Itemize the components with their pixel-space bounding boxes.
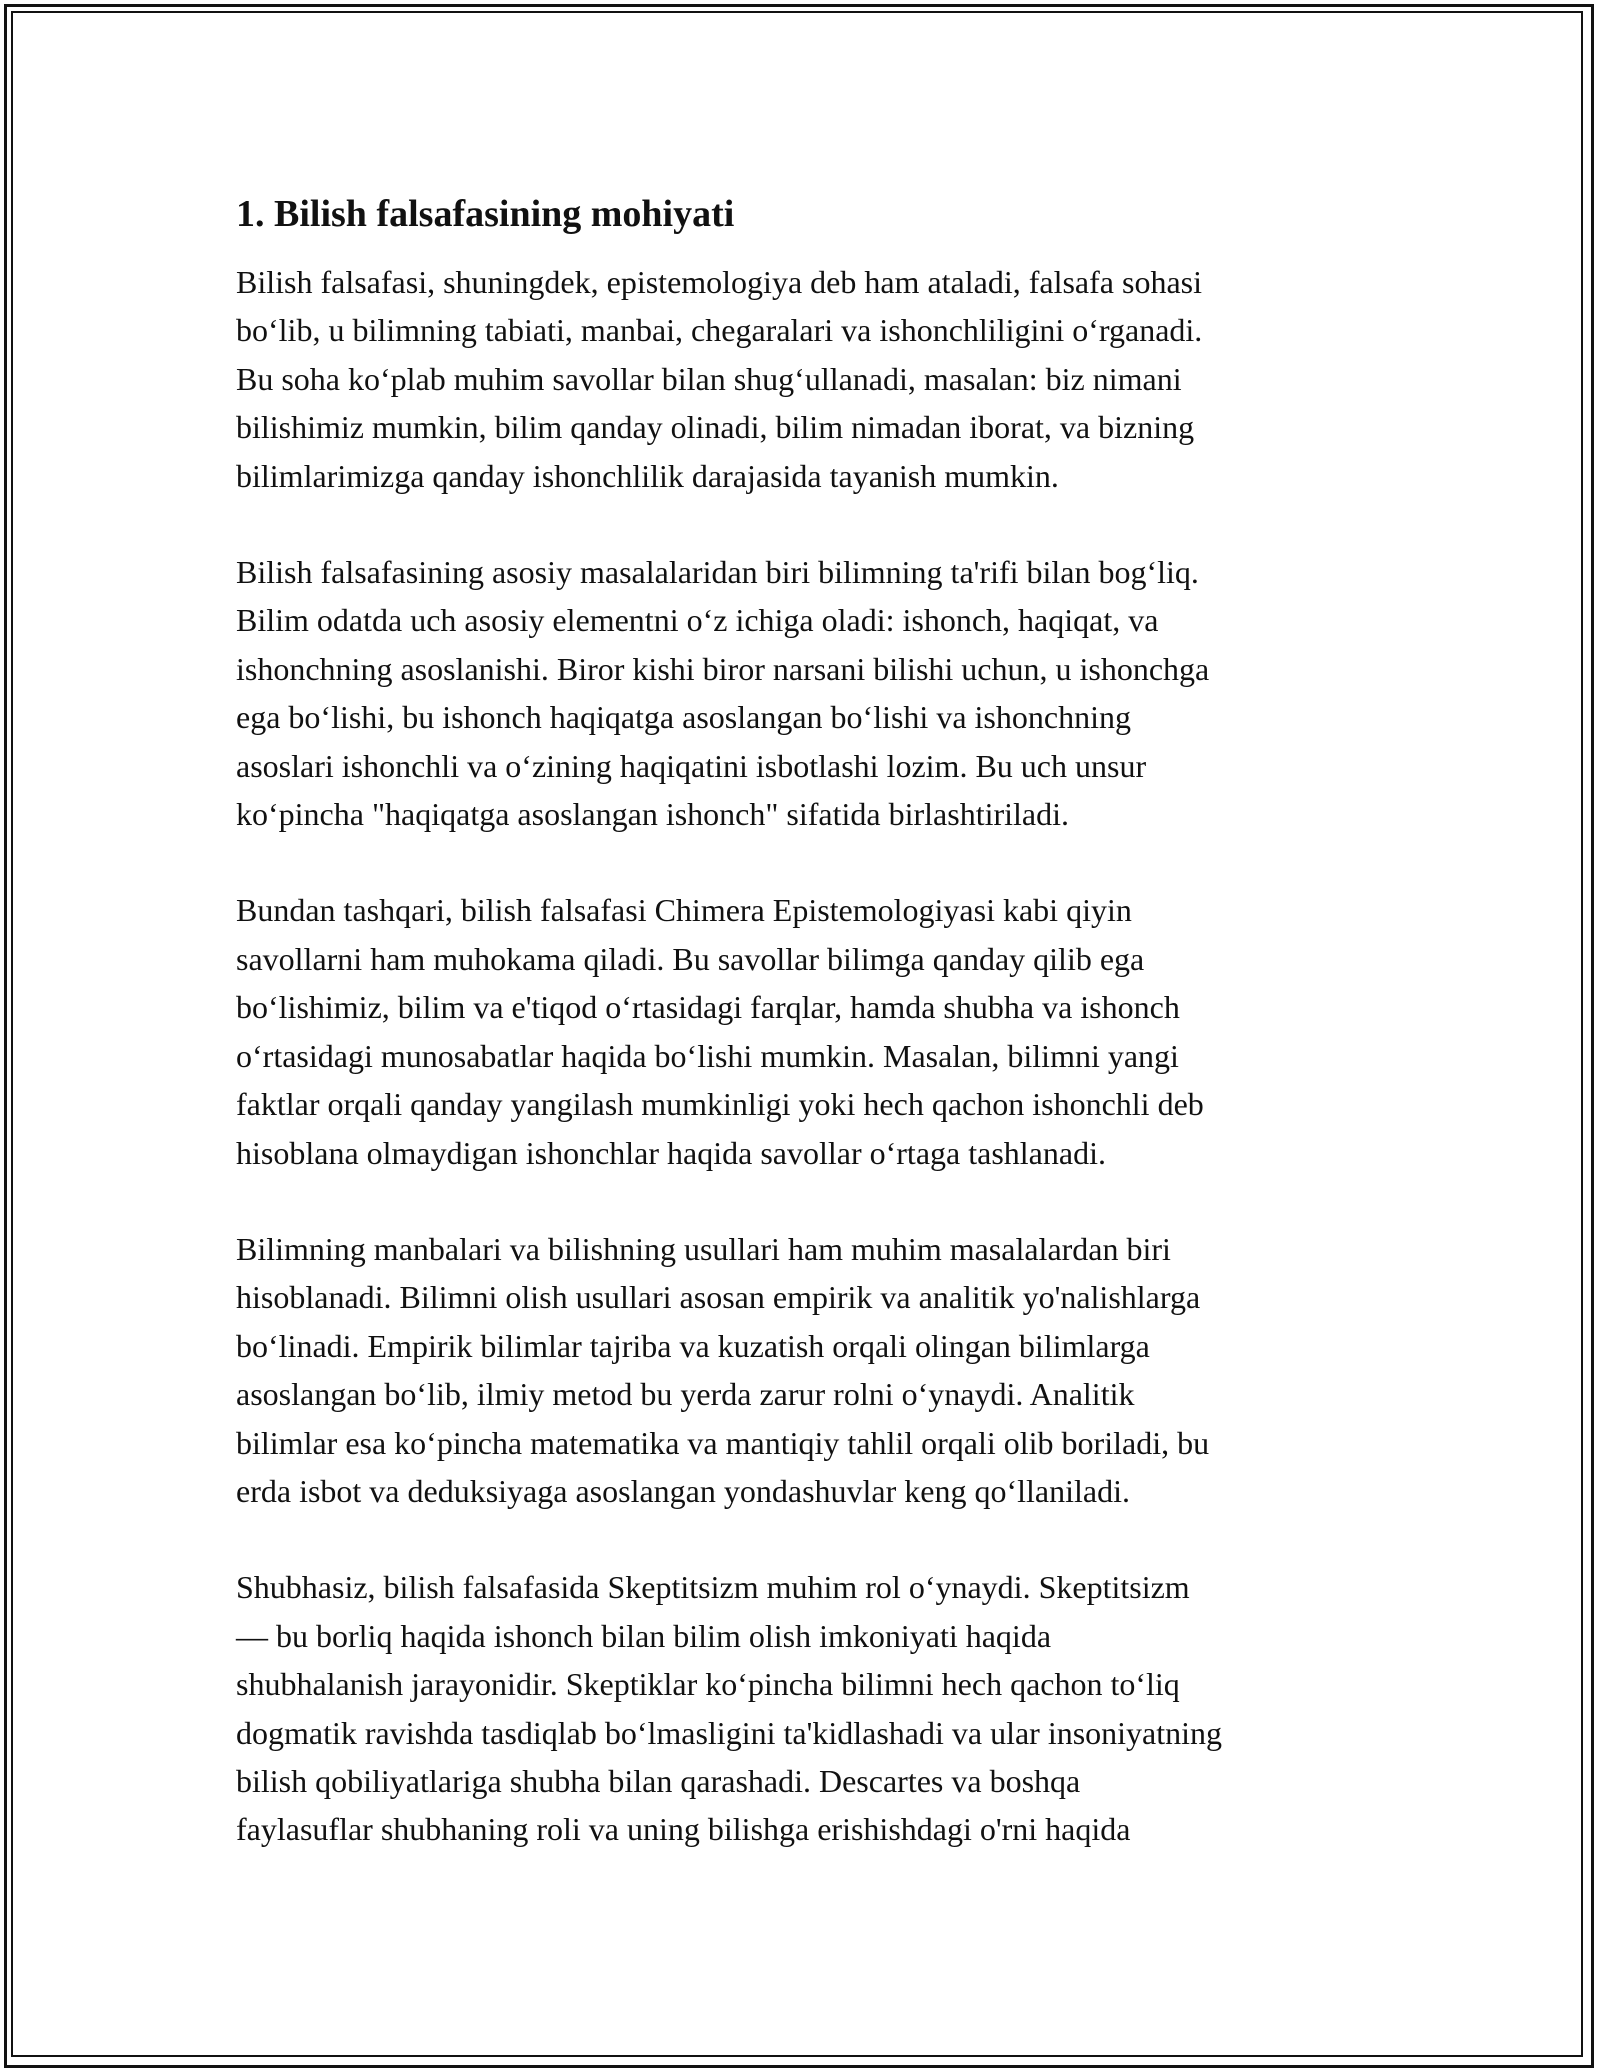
text-line: Shubhasiz, bilish falsafasida Skeptitsizm muhim rol o‘ynaydi. Skeptitsizm bbox=[236, 1569, 1190, 1606]
text-line: Bilish falsafasining asosiy masalalaridan biri bilimning ta'rifi bilan bog‘liq. bbox=[236, 554, 1199, 591]
text-line: asoslari ishonchli va o‘zining haqiqatini isbotlashi lozim. Bu uch unsur bbox=[236, 747, 1147, 784]
text-line: bilimlarimizga qanday ishonchlilik darajasida tayanish mumkin. bbox=[236, 457, 1059, 494]
text-line: bo‘lishimiz, bilim va e'tiqod o‘rtasidagi farqlar, hamda shubha va ishonch bbox=[236, 989, 1180, 1026]
text-line: erda isbot va deduksiyaga asoslangan yondashuvlar keng qo‘llaniladi. bbox=[236, 1472, 1130, 1509]
section-heading: 1. Bilish falsafasining mohiyati bbox=[236, 193, 735, 235]
text-line: hisoblana olmaydigan ishonchlar haqida savollar o‘rtaga tashlanadi. bbox=[236, 1134, 1106, 1171]
text-line: Bilim odatda uch asosiy elementni o‘z ichiga oladi: ishonch, haqiqat, va bbox=[236, 602, 1159, 639]
text-line: bilimlar esa ko‘pincha matematika va mantiqiy tahlil orqali olib boriladi, bu bbox=[236, 1424, 1210, 1461]
text-line: dogmatik ravishda tasdiqlab bo‘lmasligini ta'kidlashadi va ular insoniyatning bbox=[236, 1714, 1223, 1751]
text-line: ega bo‘lishi, bu ishonch haqiqatga asoslangan bo‘lishi va ishonchning bbox=[236, 699, 1131, 736]
text-line: Bundan tashqari, bilish falsafasi Chimera Epistemologiyasi kabi qiyin bbox=[236, 892, 1132, 929]
text-line: bilishimiz mumkin, bilim qanday olinadi, bilim nimadan iborat, va bizning bbox=[236, 409, 1195, 446]
paragraph-3 bbox=[236, 886, 1376, 1176]
text-line: ishonchning asoslanishi. Biror kishi biror narsani bilishi uchun, u ishonchga bbox=[236, 650, 1210, 687]
text-line: Bu soha ko‘plab muhim savollar bilan shug‘ullanadi, masalan: biz nimani bbox=[236, 360, 1182, 397]
paragraph-1 bbox=[236, 258, 1376, 500]
text-line: faktlar orqali qanday yangilash mumkinligi yoki hech qachon ishonchli deb bbox=[236, 1086, 1204, 1123]
text-line: shubhalanish jarayonidir. Skeptiklar ko‘pincha bilimni hech qachon to‘liq bbox=[236, 1666, 1180, 1703]
text-line: bo‘lib, u bilimning tabiati, manbai, chegaralari va ishonchliligini o‘rganadi. bbox=[236, 312, 1203, 349]
paragraph-5 bbox=[236, 1563, 1376, 1853]
paragraph-4 bbox=[236, 1225, 1376, 1515]
text-line: hisoblanadi. Bilimni olish usullari asosan empirik va analitik yo'nalishlarga bbox=[236, 1279, 1201, 1316]
text-line: bo‘linadi. Empirik bilimlar tajriba va kuzatish orqali olingan bilimlarga bbox=[236, 1327, 1150, 1364]
text-line: asoslangan bo‘lib, ilmiy metod bu yerda zarur rolni o‘ynaydi. Analitik bbox=[236, 1376, 1135, 1413]
text-line: Bilish falsafasi, shuningdek, epistemologiya deb ham ataladi, falsafa sohasi bbox=[236, 264, 1202, 300]
text-line: bilish qobiliyatlariga shubha bilan qarashadi. Descartes va boshqa bbox=[236, 1762, 1081, 1799]
text-line: o‘rtasidagi munosabatlar haqida bo‘lishi mumkin. Masalan, bilimni yangi bbox=[236, 1037, 1179, 1074]
paragraph-2 bbox=[236, 548, 1376, 838]
text-line: faylasuflar shubhaning roli va uning bilishga erishishdagi o'rni haqida bbox=[236, 1811, 1131, 1848]
text-line: savollarni ham muhokama qiladi. Bu savollar bilimga qanday qilib ega bbox=[236, 940, 1145, 977]
text-line: — bu borliq haqida ishonch bilan bilim olish imkoniyati haqida bbox=[236, 1617, 1052, 1654]
text-line: Bilimning manbalari va bilishning usullari ham muhim masalalardan biri bbox=[236, 1230, 1171, 1267]
document-body bbox=[236, 186, 1376, 1902]
text-line: ko‘pincha "haqiqatga asoslangan ishonch" sifatida birlashtiriladi. bbox=[236, 796, 1070, 833]
